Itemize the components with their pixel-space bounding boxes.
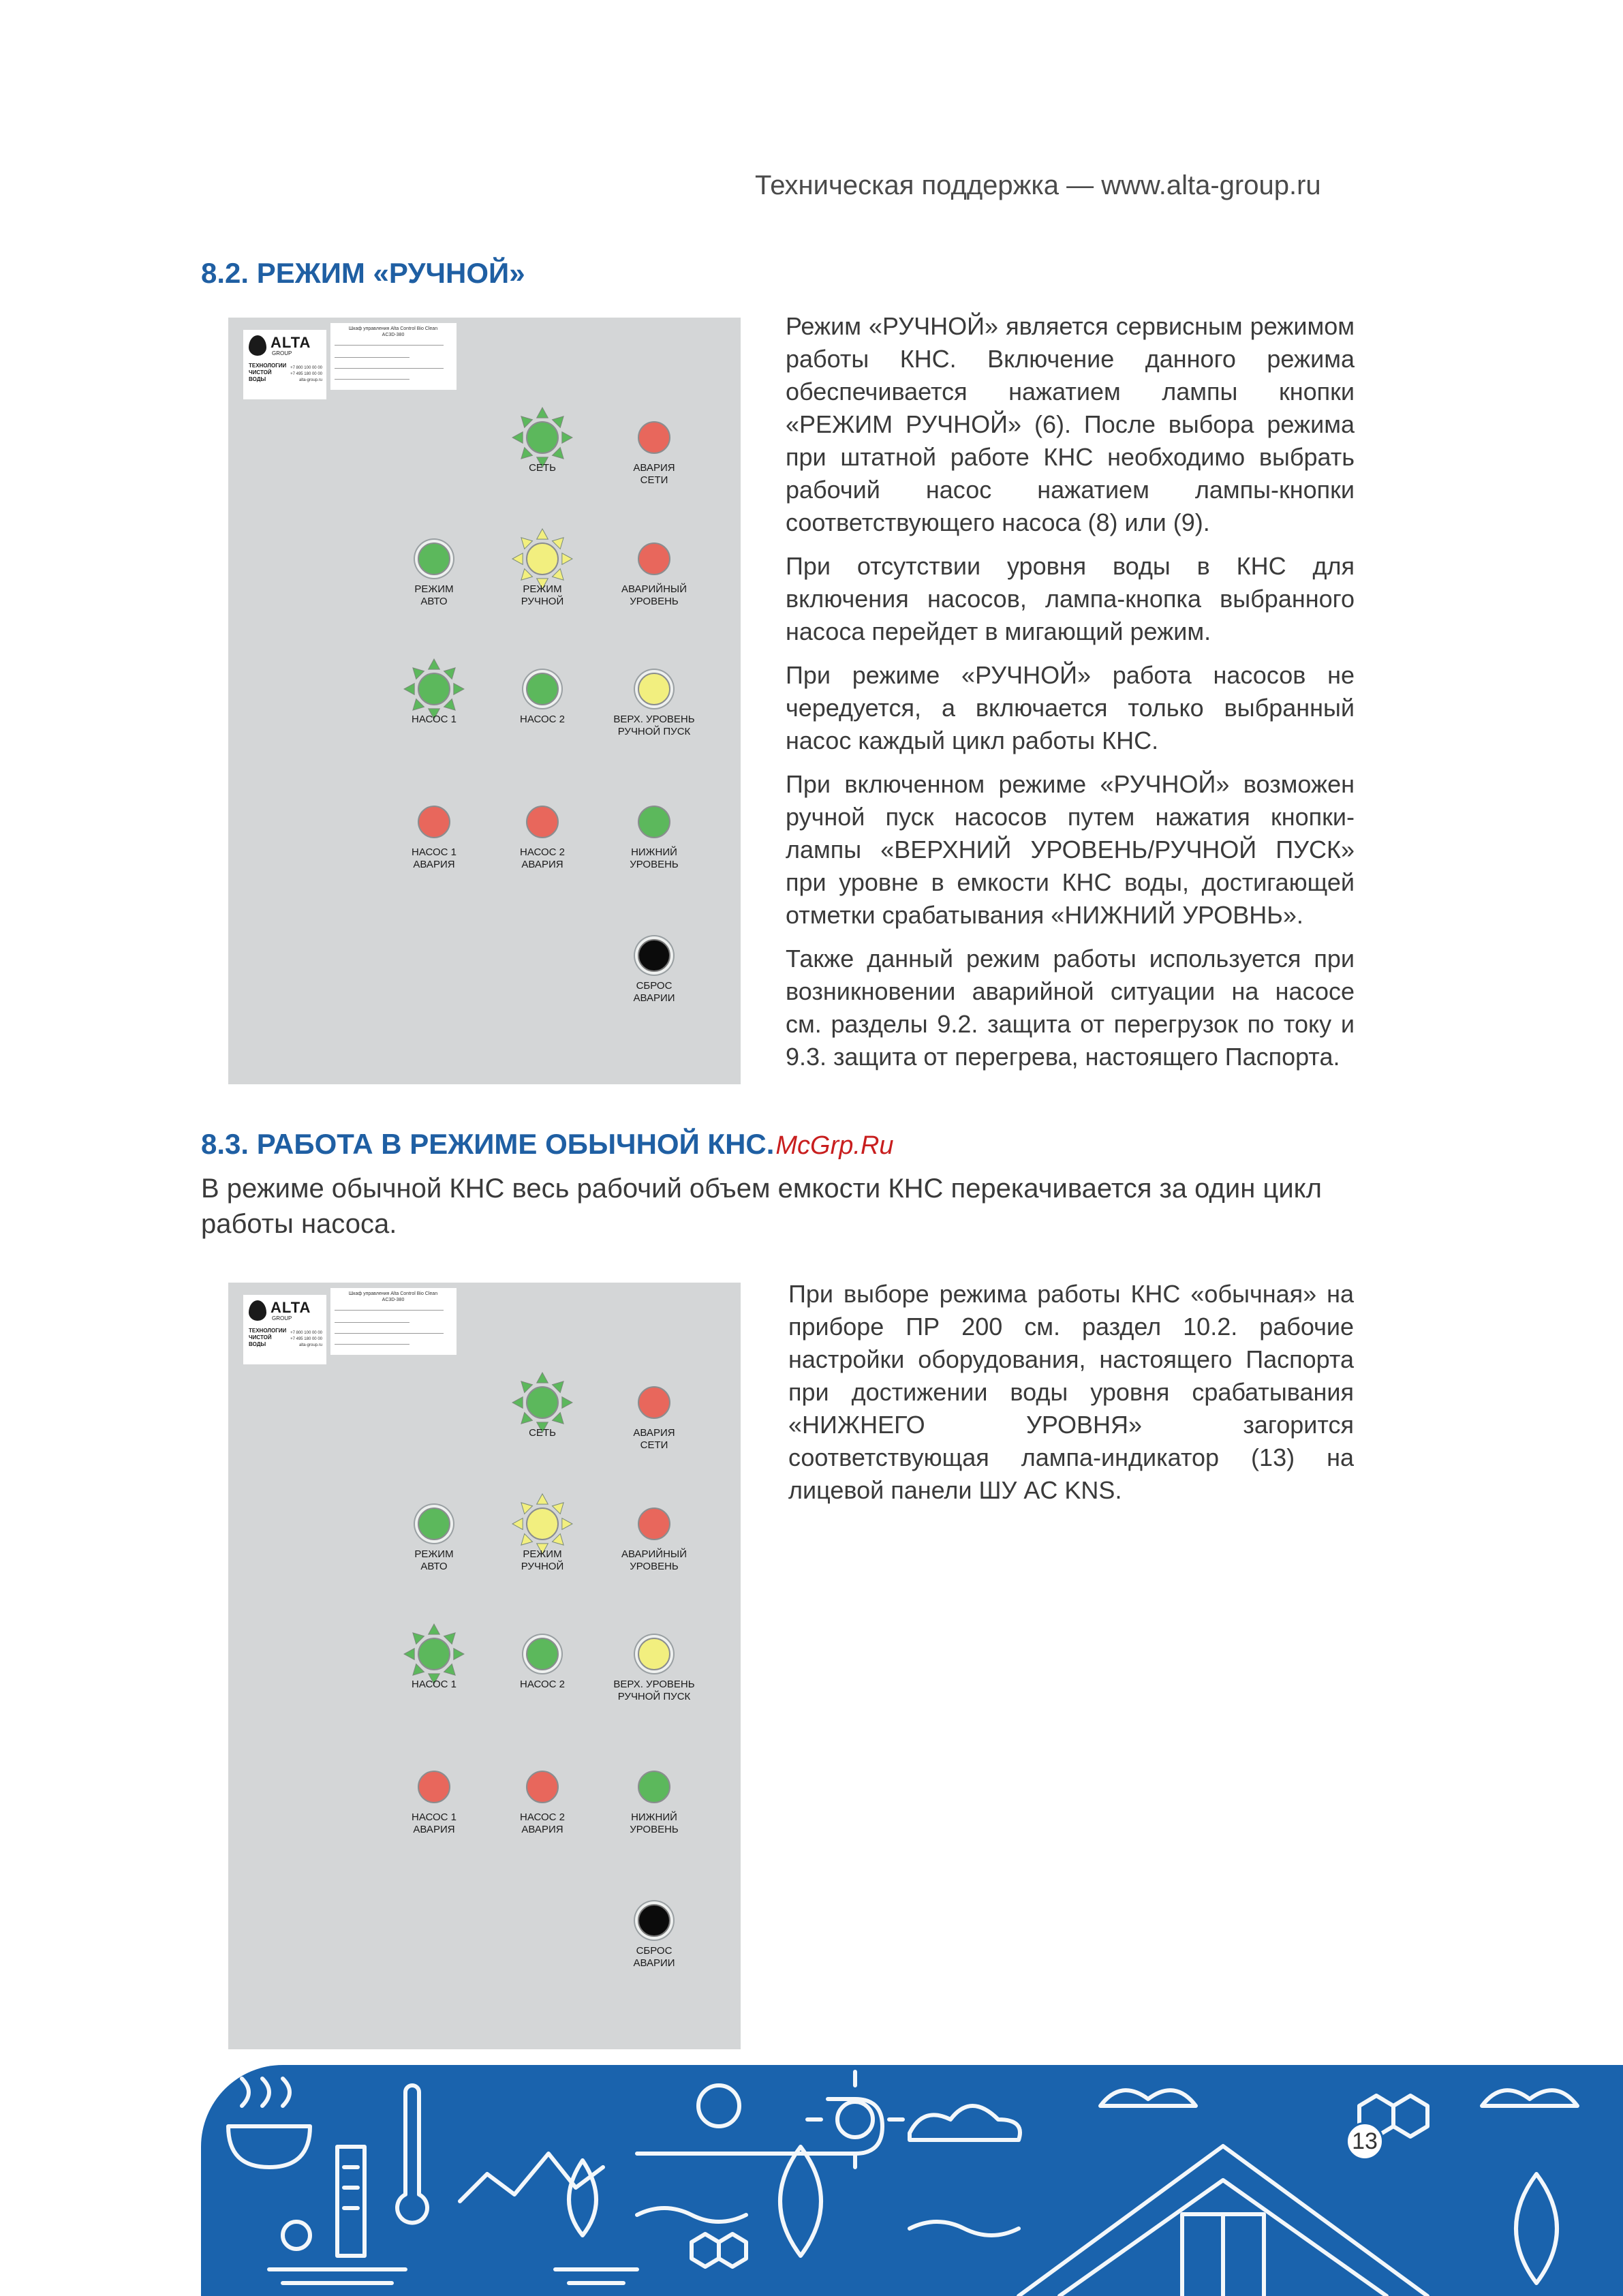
lamp-button-nasos-2[interactable] xyxy=(526,673,559,705)
info-line xyxy=(335,1310,444,1311)
logo-group: GROUP xyxy=(272,350,292,356)
lamp-button-verh-uroven[interactable] xyxy=(638,673,670,705)
lamp-label-nizhniy-uroven: НИЖНИЙ УРОВЕНЬ xyxy=(630,1811,679,1835)
lamp-button-avariyny-uroven[interactable] xyxy=(638,1507,670,1540)
footer-illustration xyxy=(201,2065,1623,2296)
lamp-label-nasos-1: НАСОС 1 xyxy=(411,1679,457,1690)
lamp-label-verh-uroven: ВЕРХ. УРОВЕНЬ РУЧНОЙ ПУСК xyxy=(613,1679,695,1702)
logo-group: GROUP xyxy=(272,1315,292,1321)
section-8-2-heading: 8.2. РЕЖИМ «РУЧНОЙ» xyxy=(201,257,525,289)
water-doodle-icon xyxy=(201,2065,1623,2296)
info-title: Шкаф управления Alta Control Bio Clean AC3D-380 xyxy=(348,326,438,337)
lamp-button-nasos-1-avaria[interactable] xyxy=(418,1771,450,1803)
page-number: 13 xyxy=(1346,2122,1384,2160)
info-line xyxy=(335,368,444,369)
lamp-label-rezhim-ruchnoy: РЕЖИМ РУЧНОЙ xyxy=(521,583,564,607)
paragraph: При режиме «РУЧНОЙ» работа насосов не чередуется, а включается только выбранный насос каждый цикл работы КНС. xyxy=(786,661,1355,754)
lamp-label-avariyny-uroven: АВАРИЙНЫЙ УРОВЕНЬ xyxy=(621,1548,687,1572)
lamp-button-nizhniy-uroven[interactable] xyxy=(638,806,670,838)
lamp-label-avariyny-uroven: АВАРИЙНЫЙ УРОВЕНЬ xyxy=(621,583,687,607)
lamp-button-sbros-avarii[interactable] xyxy=(638,939,670,972)
section-8-3-intro: В режиме обычной КНС весь рабочий объем емкости КНС перекачивается за один цикл работы насоса. xyxy=(201,1174,1322,1239)
drop-icon xyxy=(249,1300,266,1321)
logo-subtitle: ТЕХНОЛОГИИ ЧИСТОЙ ВОДЫ xyxy=(249,363,287,382)
lamp-button-nasos-2-avaria[interactable] xyxy=(526,806,559,838)
lamp-label-sbros-avarii: СБРОС АВАРИИ xyxy=(633,980,675,1004)
info-line xyxy=(335,1333,444,1334)
lamp-button-nizhniy-uroven[interactable] xyxy=(638,1771,670,1803)
lamp-label-nasos-1: НАСОС 1 xyxy=(411,714,457,725)
lamp-button-nasos-2-avaria[interactable] xyxy=(526,1771,559,1803)
control-panel-manual xyxy=(228,318,741,1084)
lamp-label-nasos-1-avaria: НАСОС 1 АВАРИЯ xyxy=(411,1811,457,1835)
alta-logo-plate xyxy=(243,1295,326,1364)
paragraph: При отсутствии уровня воды в КНС для включения насосов, лампа-кнопка выбранного насоса перейдет в мигающий режим. xyxy=(786,552,1355,645)
lamp-label-sbros-avarii: СБРОС АВАРИИ xyxy=(633,1945,675,1969)
alta-logo-plate xyxy=(243,330,326,399)
lamp-button-set[interactable] xyxy=(526,1386,559,1419)
logo-contacts: +7 800 100 00 00 +7 495 180 00 00 alta-group.ru xyxy=(290,1331,322,1347)
lamp-label-set: СЕТЬ xyxy=(529,1427,556,1439)
lamp-button-rezhim-avto[interactable] xyxy=(418,542,450,575)
lamp-label-nasos-1-avaria: НАСОС 1 АВАРИЯ xyxy=(411,846,457,870)
info-line xyxy=(335,379,409,380)
lamp-label-rezhim-avto: РЕЖИМ АВТО xyxy=(414,583,454,607)
lamp-label-verh-uroven: ВЕРХ. УРОВЕНЬ РУЧНОЙ ПУСК xyxy=(613,714,695,737)
logo-name: ALTA xyxy=(270,1299,311,1316)
lamp-label-nasos-2: НАСОС 2 xyxy=(519,1679,566,1690)
lamp-button-avaria-seti[interactable] xyxy=(638,1386,670,1419)
lamp-button-nasos-2[interactable] xyxy=(526,1638,559,1670)
logo-subtitle: ТЕХНОЛОГИИ ЧИСТОЙ ВОДЫ xyxy=(249,1328,287,1347)
lamp-button-nasos-1-avaria[interactable] xyxy=(418,806,450,838)
info-line xyxy=(335,345,444,346)
lamp-button-rezhim-ruchnoy[interactable] xyxy=(526,1507,559,1540)
lamp-button-nasos-1[interactable] xyxy=(418,1638,450,1670)
lamp-button-rezhim-avto[interactable] xyxy=(418,1507,450,1540)
logo-name: ALTA xyxy=(270,334,311,351)
info-plate xyxy=(330,323,457,390)
lamp-label-set: СЕТЬ xyxy=(529,462,556,474)
lamp-button-avaria-seti[interactable] xyxy=(638,421,670,454)
paragraph: Режим «РУЧНОЙ» является сервисным режимом работы КНС. Включение данного режима обеспечивается нажатием лампы кнопки «РЕЖИМ РУЧНОЙ» (6). После выбора режима при штатной работе КНС необходимо выбрать рабочий насос нажатием лампы-кнопки соответствующего насоса (8) или (9). xyxy=(786,312,1355,536)
info-title: Шкаф управления Alta Control Bio Clean AC3D-380 xyxy=(348,1291,438,1302)
lamp-label-avaria-seti: АВАРИЯ СЕТИ xyxy=(633,1427,675,1451)
support-link: Техническая поддержка — www.alta-group.ru xyxy=(755,170,1321,200)
section-8-3-text: При выборе режима работы КНС «обычная» на приборе ПР 200 см. раздел 10.2. рабочие настройки оборудования, настоящего Паспорта при достижении воды уровня срабатывания «НИЖНЕГО УРОВНЯ» загорится соответствующая лампа-индикатор (13) на лицевой панели ШУ AC KNS. xyxy=(788,1280,1354,1504)
lamp-label-avaria-seti: АВАРИЯ СЕТИ xyxy=(633,462,675,486)
info-plate xyxy=(330,1288,457,1355)
lamp-label-nizhniy-uroven: НИЖНИЙ УРОВЕНЬ xyxy=(630,846,679,870)
lamp-button-avariyny-uroven[interactable] xyxy=(638,542,670,575)
info-line xyxy=(335,357,409,358)
lamp-label-nasos-2-avaria: НАСОС 2 АВАРИЯ xyxy=(519,846,566,870)
paragraph: При включенном режиме «РУЧНОЙ» возможен ручной пуск насосов путем нажатия кнопки-лампы «ВЕРХНИЙ УРОВЕНЬ/РУЧНОЙ ПУСК» при уровне в емкости КНС воды, достигающей отметки срабатывания «НИЖНИЙ УРОВНЬ». xyxy=(786,770,1355,929)
drop-icon xyxy=(249,335,266,356)
logo-contacts: +7 800 100 00 00 +7 495 180 00 00 alta-group.ru xyxy=(290,366,322,382)
lamp-button-sbros-avarii[interactable] xyxy=(638,1904,670,1937)
lamp-label-nasos-2-avaria: НАСОС 2 АВАРИЯ xyxy=(519,1811,566,1835)
lamp-button-nasos-1[interactable] xyxy=(418,673,450,705)
section-8-2-text xyxy=(786,310,1355,1084)
lamp-label-nasos-2: НАСОС 2 xyxy=(519,714,566,725)
watermark: McGrp.Ru xyxy=(775,1131,894,1160)
control-panel-normal xyxy=(228,1283,741,2049)
lamp-button-rezhim-ruchnoy[interactable] xyxy=(526,542,559,575)
section-8-3-heading xyxy=(201,1128,894,1161)
lamp-button-verh-uroven[interactable] xyxy=(638,1638,670,1670)
info-line xyxy=(335,1322,409,1323)
lamp-button-set[interactable] xyxy=(526,421,559,454)
section-8-3-heading-text: 8.3. РАБОТА В РЕЖИМЕ ОБЫЧНОЙ КНС. xyxy=(201,1128,775,1160)
info-line xyxy=(335,1344,409,1345)
paragraph: Также данный режим работы используется при возникновении аварийной ситуации на насосе см. разделы 9.2. защита от перегрузок по току и 9.3. защита от перегрева, настоящего Паспорта. xyxy=(786,945,1355,1071)
lamp-label-rezhim-avto: РЕЖИМ АВТО xyxy=(414,1548,454,1572)
lamp-label-rezhim-ruchnoy: РЕЖИМ РУЧНОЙ xyxy=(521,1548,564,1572)
